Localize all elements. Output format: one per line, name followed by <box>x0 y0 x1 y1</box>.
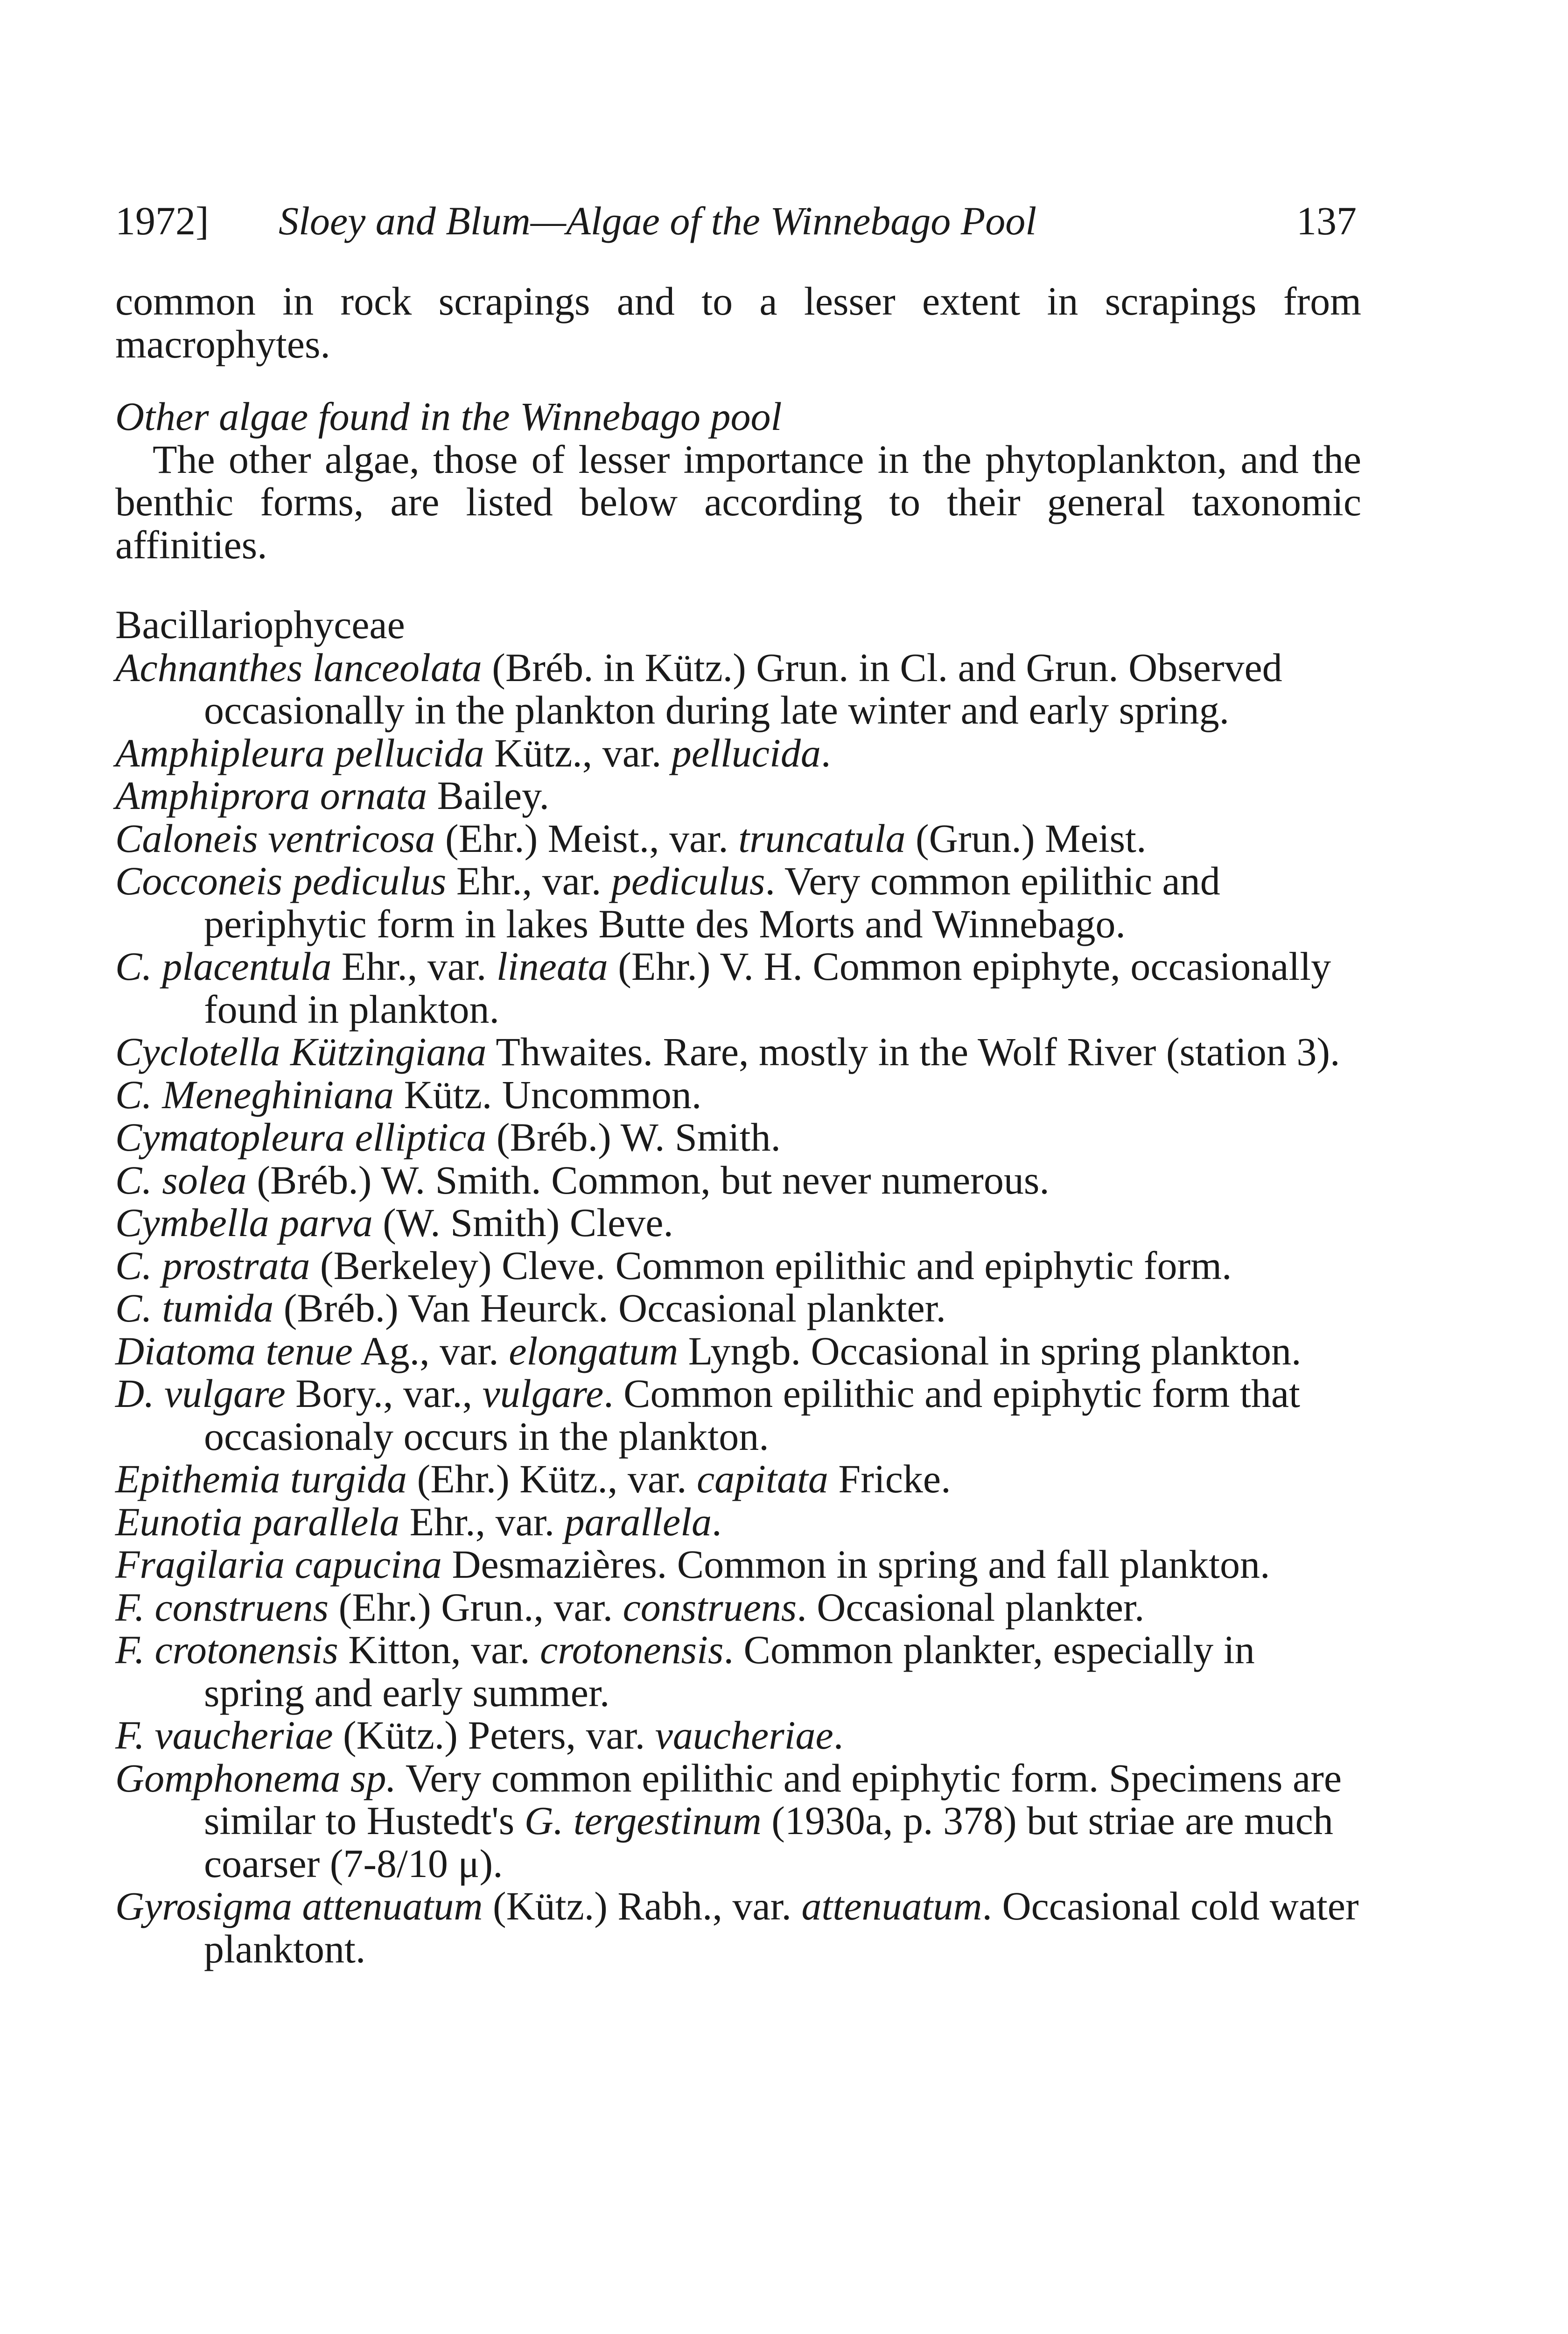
entry-text: Ag., var. <box>352 1328 509 1373</box>
header-year: 1972] <box>115 198 209 243</box>
taxon-epithet: parallela <box>564 1499 712 1544</box>
entry-text: (Ehr.) Kütz., var. <box>407 1456 697 1501</box>
species-entry <box>115 1159 1361 1202</box>
taxon-name: F. vaucheriae <box>115 1713 333 1758</box>
entry-text: Lyngb. Occasional in spring plankton. <box>678 1328 1302 1373</box>
taxon-name: Fragilaria capucina <box>115 1542 442 1587</box>
species-entry <box>115 1714 1361 1757</box>
taxon-name: Gomphonema sp. <box>115 1755 396 1800</box>
entry-text: (Kütz.) Peters, var. <box>333 1713 655 1758</box>
page-number: 137 <box>1296 198 1357 243</box>
entry-text: (Bréb.) Van Heurck. Occasional plankter. <box>273 1286 946 1330</box>
species-entry <box>115 1244 1361 1287</box>
entry-text: (Kütz.) Rabh., var. <box>483 1884 802 1928</box>
species-entry <box>115 1330 1361 1373</box>
taxon-name: Amphiprora ornata <box>115 773 427 818</box>
taxon-name: Cymbella parva <box>115 1200 373 1245</box>
taxon-epithet: pediculus <box>611 858 765 903</box>
entry-text: Desmazières. Common in spring and fall plankton. <box>441 1542 1270 1587</box>
species-entry <box>115 860 1361 945</box>
taxon-epithet: elongatum <box>509 1328 679 1373</box>
species-entry <box>115 1501 1361 1544</box>
species-entry <box>115 732 1361 775</box>
entry-text: . Occasional cold water planktont. <box>204 1884 1359 1971</box>
entry-text: . <box>833 1713 844 1758</box>
species-entry <box>115 945 1361 1031</box>
taxon-name: Cyclotella Kützingiana <box>115 1029 487 1074</box>
species-entry <box>115 1757 1361 1885</box>
species-entry <box>115 1586 1361 1629</box>
species-entry <box>115 1287 1361 1330</box>
species-entry <box>115 1202 1361 1244</box>
entry-text: (Bréb.) W. Smith. Common, but never numerous. <box>246 1157 1050 1202</box>
class-heading: Bacillariophyceae <box>115 602 405 647</box>
taxon-epithet: truncatula <box>738 815 906 861</box>
species-entry <box>115 1116 1361 1159</box>
entry-text: (W. Smith) Cleve. <box>372 1200 673 1245</box>
taxon-name: Cocconeis pediculus <box>115 858 447 903</box>
taxon-name: C. prostrata <box>115 1243 310 1288</box>
page-body <box>115 280 1361 1970</box>
species-entry <box>115 1372 1361 1458</box>
taxon-epithet: vulgare <box>482 1371 604 1416</box>
taxon-name: F. crotonensis <box>115 1627 338 1672</box>
entry-text: Kütz., var. <box>484 730 672 775</box>
taxon-epithet: vaucheriae <box>655 1713 833 1758</box>
entry-text: Kitton, var. <box>338 1627 540 1672</box>
taxon-epithet: G. tergestinum <box>524 1798 762 1843</box>
header-title: Sloey and Blum—Algae of the Winnebago Pool <box>279 198 1037 243</box>
taxon-name: C. Meneghiniana <box>115 1072 394 1117</box>
taxon-epithet: lineata <box>496 944 608 989</box>
section-title: Other algae found in the Winnebago pool <box>115 394 782 439</box>
species-entry <box>115 1074 1361 1117</box>
species-entry <box>115 1885 1361 1970</box>
species-entry <box>115 1629 1361 1714</box>
species-entry <box>115 817 1361 860</box>
entry-text: (Bréb.) W. Smith. <box>486 1115 781 1160</box>
section-paragraph: The other algae, those of lesser importance in the phytoplankton, and the benthic forms, are listed below according to their general taxonomic affinities. <box>115 436 1361 567</box>
entry-text: (Ehr.) Grun., var. <box>329 1584 623 1630</box>
taxon-name: Epithemia turgida <box>115 1456 407 1501</box>
species-entry <box>115 1458 1361 1501</box>
entry-text: Very common epilithic and epiphytic form. Specimens are similar to Hustedt's <box>204 1755 1342 1843</box>
taxon-epithet: capitata <box>697 1456 828 1501</box>
entry-text: . Occasional plankter. <box>797 1584 1145 1630</box>
taxon-name: F. construens <box>115 1584 329 1630</box>
entry-text: (Ehr.) V. H. Common epiphyte, occasionally found in plankton. <box>204 944 1331 1032</box>
taxon-name: C. placentula <box>115 944 332 989</box>
entry-text: . Very common epilithic and periphytic form in lakes Butte des Morts and Winnebago. <box>204 858 1220 946</box>
entry-text: Bailey. <box>427 773 550 818</box>
species-list <box>115 647 1361 1971</box>
entry-text: (Bréb. in Kütz.) Grun. in Cl. and Grun. Observed occasionally in the plankton during late winter and early spring. <box>204 645 1282 732</box>
entry-text: (Berkeley) Cleve. Common epilithic and epiphytic form. <box>310 1243 1232 1288</box>
entry-text: Fricke. <box>828 1456 951 1501</box>
entry-text: Ehr., var. <box>331 944 497 989</box>
taxon-name: D. vulgare <box>115 1371 286 1416</box>
entry-text: (Grun.) Meist. <box>905 815 1147 861</box>
taxon-name: Diatoma tenue <box>115 1328 353 1373</box>
taxon-name: C. tumida <box>115 1286 274 1330</box>
entry-text: Kütz. Uncommon. <box>394 1072 702 1117</box>
entry-text: . <box>820 730 831 775</box>
entry-text: . <box>711 1499 722 1544</box>
taxon-epithet: construens <box>623 1584 797 1630</box>
taxon-name: Caloneis ventricosa <box>115 815 435 861</box>
taxon-name: C. solea <box>115 1157 247 1202</box>
taxon-epithet: pellucida <box>671 730 821 775</box>
entry-text: Bory., var., <box>285 1371 483 1416</box>
taxon-epithet: attenuatum <box>801 1884 982 1928</box>
taxon-name: Achnanthes lanceolata <box>115 645 482 690</box>
entry-text: . Common epilithic and epiphytic form that occasionaly occurs in the plankton. <box>204 1371 1300 1459</box>
species-entry <box>115 1543 1361 1586</box>
species-entry <box>115 647 1361 732</box>
species-entry <box>115 1031 1361 1074</box>
taxon-name: Gyrosigma attenuatum <box>115 1884 483 1928</box>
taxon-epithet: crotonensis <box>540 1627 724 1672</box>
entry-text: . Common plankter, especially in spring and early summer. <box>204 1627 1255 1715</box>
taxon-name: Cymatopleura elliptica <box>115 1115 487 1160</box>
entry-text: (1930a, p. 378) but striae are much coarser (7-8/10 μ). <box>204 1798 1333 1886</box>
entry-text: Ehr., var. <box>446 858 611 903</box>
entry-text: Thwaites. Rare, mostly in the Wolf River (station 3). <box>486 1029 1340 1074</box>
entry-text: Ehr., var. <box>399 1499 565 1544</box>
intro-paragraph: common in rock scrapings and to a lesser extent in scrapings from macrophytes. <box>115 279 1361 366</box>
taxon-name: Eunotia parallela <box>115 1499 400 1544</box>
species-entry <box>115 774 1361 817</box>
taxon-name: Amphipleura pellucida <box>115 730 484 775</box>
entry-text: (Ehr.) Meist., var. <box>435 815 739 861</box>
